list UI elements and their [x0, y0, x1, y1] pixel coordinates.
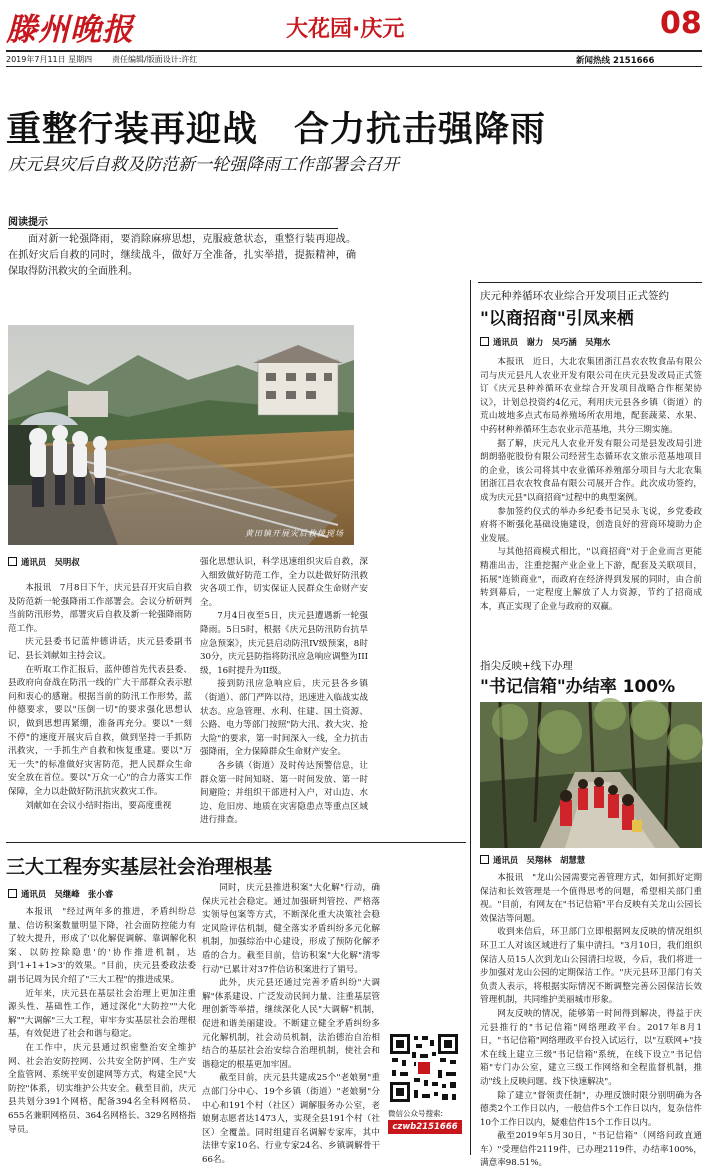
qr-label: 微信公众号搜索: — [388, 1109, 444, 1118]
lead-paragraph: 各乡镇（街道）及时传达预警信息，让群众第一时间知晓、第一时间发放、第一时间避险；并组织干部进村入户，对山边、水边、危旧房、地质在灾害隐患点等重点区域进行排查。 — [200, 760, 368, 826]
reading-guide-label: 阅读提示 — [8, 217, 48, 228]
section-title-text: 大花园·庆元 — [286, 17, 405, 42]
reading-guide-paragraph: 面对新一轮强降雨，要消除麻痹思想，克服疲惫状态，重整行装再迎战。在抓好灾后自救的同时，继续战斗，做好万全准备，扎实举措，提振精神，确保取得防汛救灾的全面胜利。 — [8, 234, 356, 277]
lead-paragraph: 本报讯 7月8日下午，庆元县召开灾后自救及防范新一轮强降雨工作部署会。会议分析研判当前防汛形势，部署灾后自救及新一轮强降雨防范工作。 — [8, 583, 192, 634]
lead-paragraph: 强化思想认识，科学迅速组织灾后自救，深入细致做好防范工作，全力以赴做好防汛救灾各项工作，切实保证人民群众生命财产安全。 — [200, 557, 368, 608]
story2-paragraph: 截至目前，庆元县共建成25个"老娘舅"重点部门分中心、19个乡镇（街道）"老娘舅"分中心和191个村（社区）调解服务办公室，老娘舅志愿者达1473人，实现全县191个村（社区）全覆盖。同时组建百名调解专家库，其中法律专家10名、行业专家24名、乡镇调解骨干66名。 — [202, 1073, 380, 1165]
byline-square-icon — [480, 337, 489, 346]
byline-square-icon — [8, 557, 17, 566]
story2-top-rule — [6, 842, 466, 843]
masthead-rule-thin — [6, 66, 702, 67]
story3-body — [480, 356, 702, 646]
story2-paragraph: 在工作中，庆元县通过织密整治安全维护网、社会治安防控网、公共安全防护网、生产安全监管网、系统平安创建网等方式，构建全民"大防控"体系，切实维护公共安全。截至目前，庆元县共划分391个网格，配备394名全科网格员、655名兼职网格员、364名网格长、329名网格指导员。 — [8, 1042, 196, 1135]
story3-paragraph: 据了解，庆元凡人农业开发有限公司是县发改局引进朗朗骆驼股份有限公司经营生态循环农文旅示范基地项目的企业，该公司将其中农业循环养殖部分项目与大北农集团浙江昌农农牧食品有限公司展开合作。此次成功签约，成为庆元县"以商招商"过程中的典型案例。 — [480, 438, 702, 503]
lead-subheadline: 庆元县灾后自救及防范新一轮强降雨工作部署会召开 — [8, 155, 399, 175]
reading-guide-text — [8, 232, 356, 280]
paper-name: 滕州晚报 — [6, 12, 134, 48]
story3-byline — [480, 336, 610, 348]
editors: 责任编辑/版面设计:许红 — [112, 55, 198, 64]
byline-square-icon — [480, 855, 489, 864]
qr-code-icon — [388, 1032, 460, 1104]
story4-byline-text: 通讯员 吴翔林 胡慧慧 — [493, 855, 586, 865]
story4-paragraph: 收到来信后，环卫部门立即根据网友反映的情况组织环卫工人对该区域进行了集中清扫。"3月10日，我们组织保洁人员15人次到龙山公园清扫垃圾，今后，我们将进一步加强对龙山公园的定期保洁工作。"庆元县环卫部门有关负责人表示，将根据实际情况不断调整完善公园保洁长效管理机制，共同维护美丽城市形象。 — [480, 927, 702, 1006]
issue-date: 2019年7月11日 星期四 — [6, 55, 93, 64]
flood-rescue-image — [8, 325, 354, 545]
lead-column-2 — [200, 556, 368, 826]
section-title — [286, 12, 404, 43]
story3-headline: "以商招商"引凤来栖 — [480, 309, 634, 329]
story3-paragraph: 参加签约仪式的举办乡纪委书记吴永飞说，乡党委政府将不断强化基础设施建设，创造良好的营商环境助力企业发展。 — [480, 506, 702, 544]
story2-paragraph: 此外，庆元县还通过完善矛盾纠纷"大调解"体系建设、广泛发动民间力量、注重基层管理创新等举措，继续深化人民"大调解"机制，促进和谐美丽建设。不断建立健全矛盾纠纷多元化解机制，社会动员机制，法治德治自治相结合的基层社会治安综合治理机制，使社会和谐稳定的根基更加牢固。 — [202, 978, 380, 1070]
story2-headline: 三大工程夯实基层社会治理根基 — [6, 856, 273, 878]
lead-byline-text: 通讯员 吴明叔 — [21, 557, 80, 567]
story2-byline — [8, 888, 113, 900]
news-hotline: 新闻热线 2151666 — [576, 56, 655, 66]
lead-paragraph: 7月4日夜至5日，庆元县遭遇新一轮强降雨。5日5时，根据《庆元县防汛防台抗旱应急预案》，庆元县启动防汛IV级预案，8时30分，庆元县防指将防汛应急响应调整为III级，16时提升为II级。 — [200, 611, 368, 676]
story2-column-1 — [8, 906, 196, 1156]
guide-rule — [8, 228, 338, 229]
byline-square-icon — [8, 889, 17, 898]
qr-account — [388, 1120, 462, 1134]
story3-top-rule — [478, 282, 702, 283]
story3-byline-text: 通讯员 谢力 吴巧涵 吴翔水 — [493, 337, 611, 347]
lead-paragraph: 庆元县委书记蓝仲德讲话，庆元县委副书记、县长刘献如主持会议。 — [8, 637, 192, 661]
flood-rescue-photo — [8, 325, 354, 545]
story4-paragraph: 除了建立"督领责任制"，办理反馈时限分别明确为各德类2个工作日以内，一般信件5个工作日以内，复杂信件10个工作日以内，疑难信件15个工作日以内。 — [480, 1090, 702, 1128]
story4-paragraph: 网友反映的情况，能够第一时间得到解决，得益于庆元县推行的"书记信箱"网络理政平台。2017年8月1日，"书记信箱"网络理政平台投入试运行，以"互联网+"技术在线上建立三级"书记信箱"系统，在线下设立"书记信箱"专门办公室，建立三级工作网络和全程监督机制，推动"线上反映问题、线下快速解决"。 — [480, 1008, 702, 1087]
page-number: 08 — [660, 6, 702, 41]
story3-paragraph: 与其他招商模式相比，"以商招商"对于企业而言更能精准出击，注重挖掘产业企业上下游，配套及关联项目，拓展"连锁商业"，而政府在经济得到发展的同时，由合前转到幕后，一定程度上解放了人力资源，节约了招商成本，真正实现了企业与政府的双赢。 — [480, 547, 702, 612]
story3-kicker: 庆元种养循环农业综合开发项目正式签约 — [480, 290, 669, 302]
story4-kicker: 指尖反映+线下办理 — [480, 660, 573, 672]
story2-column-2 — [202, 882, 380, 1165]
lead-paragraph: 刘献如在会议小结时指出，要高度重视 — [25, 800, 172, 811]
qr-code — [388, 1032, 460, 1104]
masthead-rule — [6, 50, 702, 52]
story4-paragraph: 本报讯 "龙山公园需要完善管理方式，如何抓好定期保洁和长效管理是一个值得思考的问题，希望相关部门重视。"目前，有网友在"书记信箱"平台反映有关龙山公园长效保洁等问题。 — [480, 873, 702, 924]
lead-column-1 — [8, 582, 192, 840]
story2-paragraph: 近年来，庆元县在基层社会治理上更加注重源头性、基础性工作，通过深化"大防控""大化解""大调解"三大工程，审牢夯实基层社会治理根基，有效促进了社会和谐与稳定。 — [8, 988, 196, 1040]
volunteers-cleanup-image — [480, 702, 702, 848]
story4-byline — [480, 854, 585, 866]
story3-paragraph: 本报讯 近日，大北农集团浙江昌农农牧食品有限公司与庆元县凡人农业开发有限公司在庆元县发改局正式签订《庆元县种养循环农业综合开发项目战略合作框架协议》，计划总投资约4亿元，利用庆元县各乡镇（街道）的荒山坡地多点式布局养殖场所农用地，配套蔬菜、水果、中药材种养循环生态农业示范基地，共分三期实施。 — [480, 357, 702, 435]
lead-headline: 重整行装再迎战 合力抗击强降雨 — [6, 110, 547, 150]
photo-caption: 黄田镇开展灾后救援现场 — [245, 529, 344, 538]
story4-paragraph: 截至2019年5月30日，"书记信箱"（网络问政直通车）"受理信件2119件，已办理2119件，办结率100%，满意率98.51%。 — [480, 1131, 702, 1169]
lead-paragraph: 在听取工作汇报后，蓝仲德首先代表县委、县政府向奋战在防汛一线的广大干部群众表示慰问和衷心的感谢。根据当前的防汛工作形势，蓝仲德要求，要以"压倒一切"的要求强化思想认识，做到思想再紧绷，准备再充分。要以"一刻不停"的速度开展灾后自救，做到坚持一手抓防汛救灾，一手抓生产自救和恢复重建。要以"万无一失"的标准做好灾害防范，把人民群众生命安全放在首位。要以"万众一心"的合力落实工作保障，全力以赴做好防汛抗灾救灾工作。 — [8, 664, 192, 797]
story4-body — [480, 872, 702, 1169]
story2-paragraph: 同时，庆元县推进积案"大化解"行动，确保庆元社会稳定。通过加强研判管控、严格落实领导包案等方式，不断深化重大决策社会稳定风险评估机制，健全落实矛盾纠纷多元化解机制，加强综治中心建设，形成了预防化解矛盾的合力。截至目前，信访积案"大化解"清零行动"已累计对37件信访积案进行了销号。 — [202, 883, 380, 975]
qr-account-text: czwb2151666 — [392, 1122, 458, 1132]
volunteers-photo — [480, 702, 702, 848]
story2-byline-text: 通讯员 吴继峰 张小睿 — [21, 889, 114, 899]
story4-headline: "书记信箱"办结率 100% — [480, 677, 676, 697]
story2-paragraph: 本报讯 "经过两年多的推进，矛盾纠纷总量、信访积案数量明显下降，社会面防控能力有了较大提升，形成了'以化解促调解、靠调解化积案、以防控除隐患'的'协作推进机制，达到'1+1+1>3'的效果。"目前，庆元县委政法委副书记周为民介绍了"三大工程"的推进成果。 — [8, 907, 196, 985]
lead-paragraph: 接到防汛应急响应后，庆元县各乡镇（街道）、部门严阵以待，迅速进入临战实战状态。应急管理、水利、住建、国土资源、公路、电力等部门按照"防大汛、救大灾、抢大险"的要求，第一时间深入一线，全力抗击强降雨，全力保障群众生命财产安全。 — [200, 679, 368, 758]
lead-byline — [8, 556, 80, 568]
column-divider — [470, 280, 471, 1155]
